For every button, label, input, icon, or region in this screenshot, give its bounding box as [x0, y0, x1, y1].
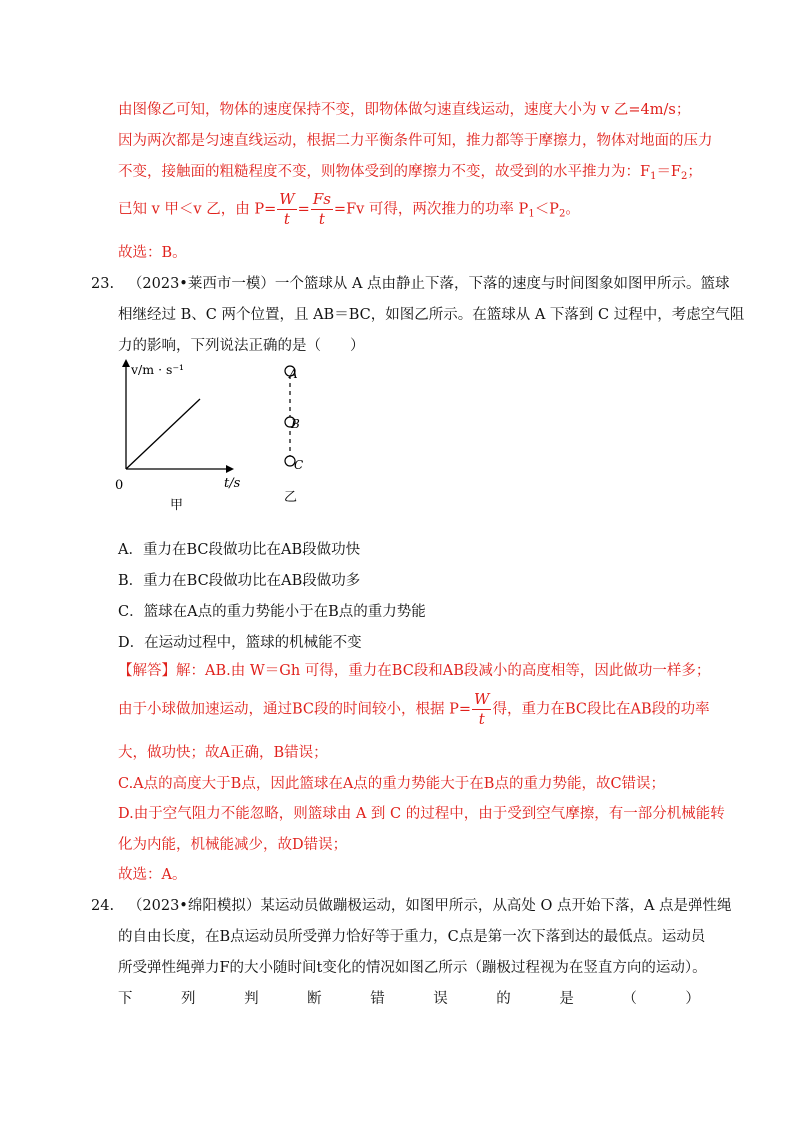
- y-axis-arrow: [122, 359, 130, 367]
- q24-line4: 下 列 判 断 错 误 的 是 （ ）: [118, 991, 700, 1007]
- q23-number: 23.: [91, 276, 115, 292]
- q23-line2: 相继经过 B、C 两个位置，且 AB＝BC，如图乙所示。在篮球从 A 下落到 C 过程中，考虑空气阻: [118, 307, 745, 323]
- q23-option-b: B．重力在BC段做功比在AB段做功多: [118, 573, 361, 589]
- point-b-label: B: [291, 417, 300, 431]
- caption-yi: 乙: [284, 490, 298, 505]
- sol22-answer: 故选：B。: [118, 245, 187, 261]
- q23-line3: 力的影响，下列说法正确的是（ ）: [118, 338, 365, 354]
- point-c-label: C: [294, 458, 304, 472]
- sol23-answer: 故选：A。: [118, 867, 187, 883]
- fraction-w-over-t: $\frac{W}{t}$: [279, 190, 295, 228]
- fraction-fs-over-t: $\frac{Fs}{t}$: [312, 190, 331, 228]
- q23-option-c: C．篮球在A点的重力势能小于在B点的重力势能: [118, 604, 426, 620]
- sol22-line1: 由图像乙可知，物体的速度保持不变，即物体做匀速直线运动，速度大小为 v 乙=4m/s；: [118, 102, 691, 118]
- origin-label: 0: [115, 478, 124, 493]
- velocity-line: [126, 399, 200, 469]
- x-axis-arrow: [226, 465, 234, 473]
- sol23-line5: D.由于空气阻力不能忽略，则篮球由 A 到 C 的过程中，由于受到空气摩擦，有一部分机械能转: [118, 806, 725, 822]
- sol23-line2: 由于小球做加速运动，通过BC段的时间较小，根据 P= $\frac{W}{t}$ 得，重力在BC段比在AB段的功率: [118, 690, 710, 728]
- point-a-label: A: [289, 367, 298, 381]
- q24-line2: 的自由长度，在B点运动员所受弹力恰好等于重力，C点是第一次下落到达的最低点。运动员: [118, 929, 706, 945]
- q23-line1: 23. （2023•莱西市一模）一个篮球从 A 点由静止下落，下落的速度与时间图象如图甲所示。篮球: [91, 276, 730, 292]
- sol23-line4: C.A点的高度大于B点，因此篮球在A点的重力势能大于在B点的重力势能，故C错误；: [118, 776, 666, 792]
- q23-option-d: D．在运动过程中，篮球的机械能不变: [118, 635, 362, 651]
- fraction-w-over-t-2: $\frac{W}{t}$: [474, 690, 490, 728]
- sol22-line4: 已知 v 甲＜v 乙，由 P= $\frac{W}{t}$ = $\frac{Fs}{t}$ =Fv 可得，两次推力的功率 $P_1<P_2$。: [118, 190, 580, 228]
- sol22-line3: 不变，接触面的粗糙程度不变，则物体受到的摩擦力不变，故受到的水平推力为：$F_1=F_2$；: [118, 164, 702, 182]
- q24-line3: 所受弹性绳弹力F的大小随时间t变化的情况如图乙所示（蹦极过程视为在竖直方向的运动）。: [118, 960, 707, 976]
- sol23-line1: 【解答】解：AB.由 W＝Gh 可得，重力在BC段和AB段减小的高度相等，因此做功一样多；: [118, 663, 711, 679]
- sol23-line6: 化为内能，机械能减少，故D错误；: [118, 837, 348, 853]
- q24-line1: 24. （2023•绵阳模拟）某运动员做蹦极运动，如图甲所示，从高处 O 点开始下落，A 点是弹性绳: [91, 898, 732, 914]
- y-axis-label: v/m · s⁻¹: [131, 362, 185, 377]
- q24-number: 24.: [91, 898, 115, 914]
- sol23-line3: 大，做功快；故A正确，B错误；: [118, 745, 328, 761]
- q23-option-a: A．重力在BC段做功比在AB段做功快: [118, 542, 361, 558]
- caption-jia: 甲: [170, 498, 184, 513]
- sol22-line2: 因为两次都是匀速直线运动，根据二力平衡条件可知，推力都等于摩擦力，物体对地面的压力: [118, 133, 713, 149]
- x-axis-label: t/s: [224, 476, 241, 491]
- q23-figures: [100, 355, 340, 515]
